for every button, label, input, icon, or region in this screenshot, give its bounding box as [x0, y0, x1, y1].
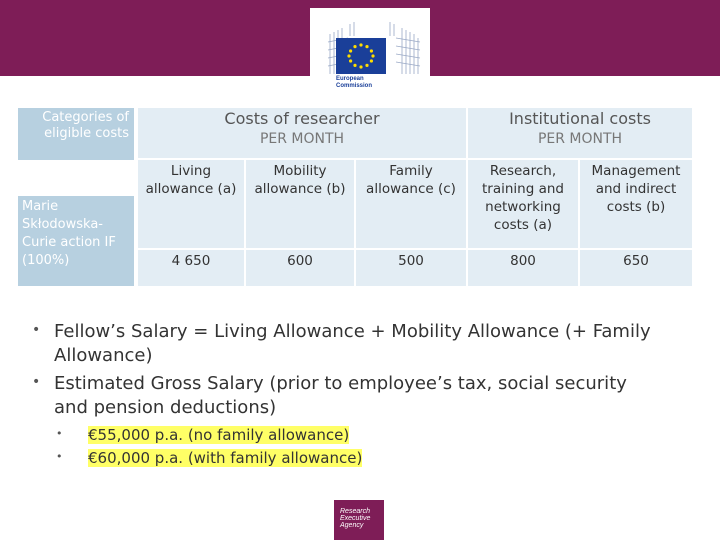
bullet-item: Estimated Gross Salary (prior to employee’s tax, social security and pension deductions): [54, 373, 627, 418]
row-label-msca-if: Marie Skłodowska-Curie action IF (100%): [18, 196, 134, 286]
column-value: 500: [398, 253, 424, 269]
column-value: 800: [510, 253, 536, 269]
categories-header: Categories of eligible costs: [18, 108, 134, 160]
logo-line-1: European: [336, 76, 364, 82]
bullet-item: Fellow’s Salary = Living Allowance + Mobility Allowance (+ Family Allowance): [54, 321, 651, 366]
logo-text: [336, 76, 372, 90]
logo-line-2: Commission: [336, 83, 373, 89]
column-label: Management and indirect costs (b): [591, 163, 681, 215]
institutional-costs-title: Institutional costs: [509, 109, 651, 128]
highlight: €60,000 p.a. (with family allowance): [88, 449, 363, 467]
column-label: Living allowance (a): [145, 163, 237, 197]
sub-bullet-item: [88, 447, 362, 469]
highlight: €55,000 p.a. (no family allowance): [88, 426, 350, 444]
column-value: 600: [287, 253, 313, 269]
rea-line-2: Executive: [340, 515, 371, 522]
researcher-costs-title: Costs of researcher: [224, 109, 380, 128]
sub-bullet-marker: •: [56, 450, 63, 463]
eu-flag-icon: [336, 38, 386, 74]
bullet-marker: •: [32, 374, 41, 390]
european-commission-logo: [310, 8, 430, 100]
researcher-costs-subtitle: PER MONTH: [259, 131, 345, 147]
sub-bullet-item: [88, 424, 349, 446]
column-label: Mobility allowance (b): [254, 163, 346, 197]
rea-line-1: Research: [340, 508, 370, 515]
bullet-marker: •: [32, 322, 41, 338]
column-label: Family allowance (c): [366, 163, 456, 197]
sub-bullet-marker: •: [56, 427, 63, 440]
institutional-costs-subtitle: PER MONTH: [537, 131, 623, 147]
rea-line-3: Agency: [340, 522, 364, 529]
column-value: 650: [623, 253, 649, 269]
research-executive-agency-logo: [334, 500, 384, 540]
column-value: 4 650: [171, 253, 211, 269]
column-label: Research, training and networking costs (a): [482, 163, 564, 233]
